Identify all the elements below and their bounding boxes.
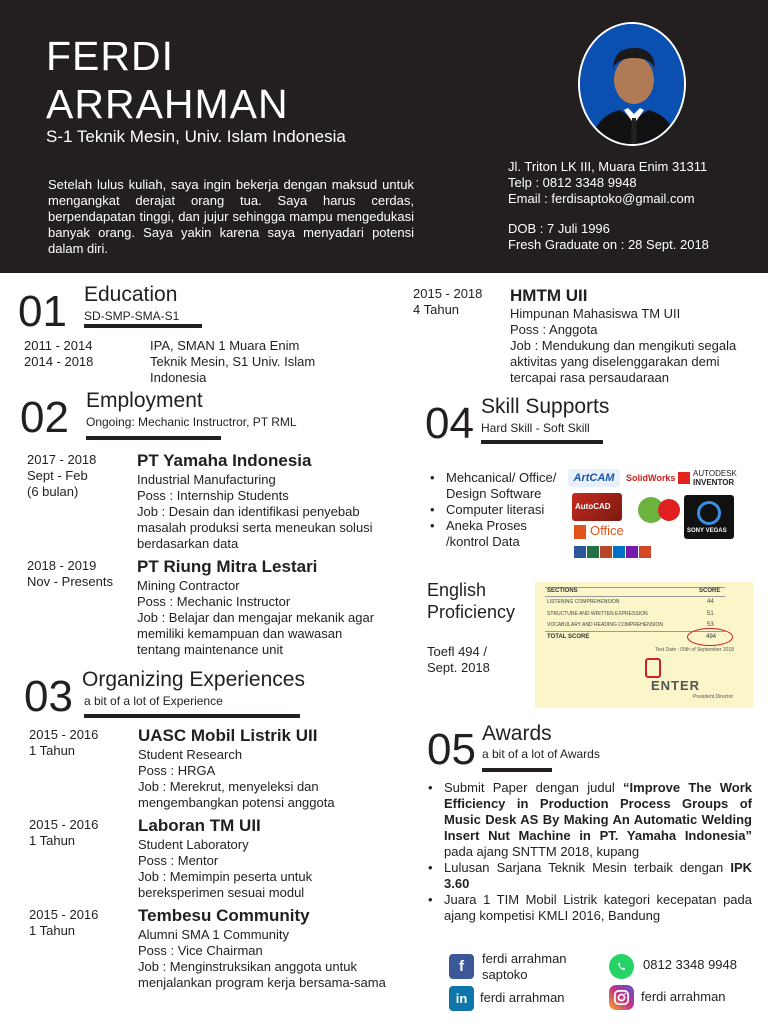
employment-period-2: Nov - Presents (27, 574, 113, 589)
employment-position-2: Poss : Mechanic Instructor (137, 594, 291, 609)
office-apps-icons (574, 545, 652, 557)
awards-title: Awards (482, 722, 552, 745)
contact-phone: Telp : 0812 3348 9948 (508, 175, 637, 190)
org-years-3: 2015 - 2016 (29, 907, 99, 922)
employment-type-2: Mining Contractor (137, 578, 240, 593)
whatsapp-icon[interactable] (609, 954, 634, 979)
awards-number: 05 (427, 725, 476, 774)
facebook-icon[interactable]: f (449, 954, 474, 979)
employment-job-2: Job : Belajar dan mengajar mekanik agar memiliki kemampuan dan wawasan tentang maintenance unit (137, 610, 375, 657)
header-banner (0, 0, 768, 273)
award-item-2: • Lulusan Sarjana Teknik Mesin terbaik dengan IPK 3.60 (426, 860, 752, 892)
awards-bar (482, 768, 552, 772)
office-icon (574, 525, 586, 539)
degree: S-1 Teknik Mesin, Univ. Islam Indonesia (46, 127, 346, 146)
employment-years-1: 2017 - 2018 (27, 452, 97, 467)
skills-bar (481, 440, 603, 444)
employment-subtitle: Ongoing: Mechanic Instructror, PT RML (86, 415, 297, 429)
solidworks-logo: SolidWorks (626, 473, 676, 483)
inventor-icon (678, 472, 690, 484)
education-title: Education (84, 283, 178, 306)
linkedin-name[interactable]: ferdi arrahman (480, 990, 565, 1005)
employment-title: Employment (86, 389, 203, 412)
employment-years-2: 2018 - 2019 (27, 558, 97, 573)
facebook-name[interactable]: ferdi arrahman (482, 951, 567, 966)
awards-list (426, 780, 752, 924)
organizing-title: Organizing Experiences (82, 668, 305, 691)
design-icon (658, 499, 680, 521)
score-circle (687, 628, 733, 646)
toefl-certificate: SECTIONS SCORE LISTENING COMPREHENSION 44 STRUCTURE AND WRITTEN EXPRESSION 51 VOCABULARY AND READING COMPREHENSION 53 TOTAL SCORE 494 Test Date : 05th of September 2018 ENTER President Director (535, 582, 753, 708)
english-label-2: Proficiency (427, 602, 516, 622)
dob: DOB : 7 Juli 1996 (508, 221, 610, 236)
employment-number: 02 (20, 393, 69, 442)
toefl-score: Toefl 494 / (427, 644, 487, 659)
employment-company-2: PT Riung Mitra Lestari (137, 557, 318, 576)
org-position-1: Poss : HRGA (138, 763, 216, 778)
org-name-3: Tembesu Community (138, 906, 310, 925)
education-years-2: 2014 - 2018 (24, 354, 94, 369)
facebook-name-2[interactable]: saptoko (482, 967, 528, 982)
skills-subtitle: Hard Skill - Soft Skill (481, 421, 590, 435)
skill-item: • Mehcanical/ Office/ Design Software (428, 470, 563, 502)
skill-item: • Aneka Proses /kontrol Data (428, 518, 563, 550)
summary: Setelah lulus kuliah, saya ingin bekerja dengan maksud untuk mengangkat derajat orang tua. Saya harus cerdas, berpendapatan tinggi, dan jujur sehingga mampu mengedukasi banyak orang. Saya yakin karena saya menyadari potensi dalam diri. (48, 177, 414, 256)
education-desc-2: Teknik Mesin, S1 Univ. Islam Indonesia (150, 354, 316, 385)
whatsapp-number[interactable]: 0812 3348 9948 (643, 957, 737, 972)
org-duration-1: 1 Tahun (29, 743, 76, 758)
awards-subtitle: a bit of a lot of Awards (482, 747, 600, 761)
vegas-icon (697, 501, 721, 525)
artcam-logo: ArtCAM (568, 469, 620, 487)
contact-email[interactable]: Email : ferdisaptoko@gmail.com (508, 191, 695, 206)
education-subtitle: SD-SMP-SMA-S1 (84, 309, 180, 323)
org-duration-2: 1 Tahun (29, 833, 76, 848)
org-type-3: Alumni SMA 1 Community (138, 927, 289, 942)
education-years-1: 2011 - 2014 (24, 338, 93, 353)
software-logos (568, 467, 763, 577)
employment-company-1: PT Yamaha Indonesia (137, 451, 312, 470)
english-label-1: English (427, 580, 487, 600)
linkedin-icon[interactable]: in (449, 986, 474, 1011)
employment-period-1: Sept - Feb (27, 468, 88, 483)
employment-duration-1: (6 bulan) (27, 484, 79, 499)
org-name-1: UASC Mobil Listrik UII (138, 726, 318, 745)
contact-address: Jl. Triton LK III, Muara Enim 31311 (508, 159, 708, 174)
instagram-icon[interactable] (609, 985, 634, 1010)
organizing-bar (84, 714, 300, 718)
profile-photo (578, 22, 686, 146)
award-item-3: • Juara 1 TIM Mobil Listrik kategori kecepatan pada ajang kompetisi KMLI 2016, Bandung (426, 892, 752, 924)
org-position-4: Poss : Anggota (510, 322, 598, 337)
name-last: ARRAHMAN (46, 81, 289, 127)
org-duration-4: 4 Tahun (413, 302, 460, 317)
org-years-4: 2015 - 2018 (413, 286, 483, 301)
employment-job-1: Job : Desain dan identifikasi penyebab masalah produksi serta meneukan solusi berdasarkan data (137, 504, 373, 551)
org-type-4: Himpunan Mahasiswa TM UII (510, 306, 681, 321)
award-item-1: • Submit Paper dengan judul “Improve The Work Efficiency in Production Process Groups of Music Desk AS By Making An Automatic Welding Insert Nut Machine in PT. Yamaha Indonesia” pada ajang SNTTM 2018, kupang (426, 780, 752, 860)
org-job-1: Job : Merekrut, menyeleksi dan mengembangkan potensi anggota (138, 779, 335, 810)
organizing-subtitle: a bit of a lot of Experience (84, 694, 223, 708)
org-position-2: Poss : Mentor (138, 853, 219, 868)
toefl-date: Sept. 2018 (427, 660, 490, 675)
org-name-4: HMTM UII (510, 286, 588, 305)
name-first: FERDI (46, 33, 174, 79)
organizing-number: 03 (24, 672, 73, 721)
org-duration-3: 1 Tahun (29, 923, 76, 938)
sony-vegas-logo: SONY VEGAS (684, 495, 734, 539)
org-job-2: Job : Memimpin peserta untuk bereksperimen sesuai modul (138, 869, 313, 900)
org-job-3: Job : Menginstruksikan anggota untuk menjalankan program kerja bersama-sama (138, 959, 386, 990)
education-number: 01 (18, 287, 67, 336)
autocad-logo: AutoCAD (572, 493, 622, 521)
office-logo: Office (590, 523, 624, 538)
employment-type-1: Industrial Manufacturing (137, 472, 276, 487)
education-bar (84, 324, 202, 328)
education-desc-1: IPA, SMAN 1 Muara Enim (150, 338, 300, 353)
org-years-1: 2015 - 2016 (29, 727, 99, 742)
enter-logo-icon (645, 658, 661, 678)
autodesk-inventor-logo: AUTODESK INVENTOR (678, 469, 762, 489)
org-name-2: Laboran TM UII (138, 816, 261, 835)
skill-item: • Computer literasi (428, 502, 563, 518)
org-position-3: Poss : Vice Chairman (138, 943, 263, 958)
org-years-2: 2015 - 2016 (29, 817, 99, 832)
org-job-4: Job : Mendukung dan mengikuti segala aktivitas yang diselenggarakan demi tercapai rasa persaudaraan (510, 338, 737, 385)
skills-list (428, 470, 563, 550)
skills-title: Skill Supports (481, 395, 610, 418)
employment-position-1: Poss : Internship Students (137, 488, 289, 503)
instagram-name[interactable]: ferdi arrahman (641, 989, 726, 1004)
org-type-2: Student Laboratory (138, 837, 249, 852)
org-type-1: Student Research (138, 747, 243, 762)
skills-number: 04 (425, 399, 474, 448)
fresh-graduate: Fresh Graduate on : 28 Sept. 2018 (508, 237, 709, 252)
employment-bar (86, 436, 221, 440)
